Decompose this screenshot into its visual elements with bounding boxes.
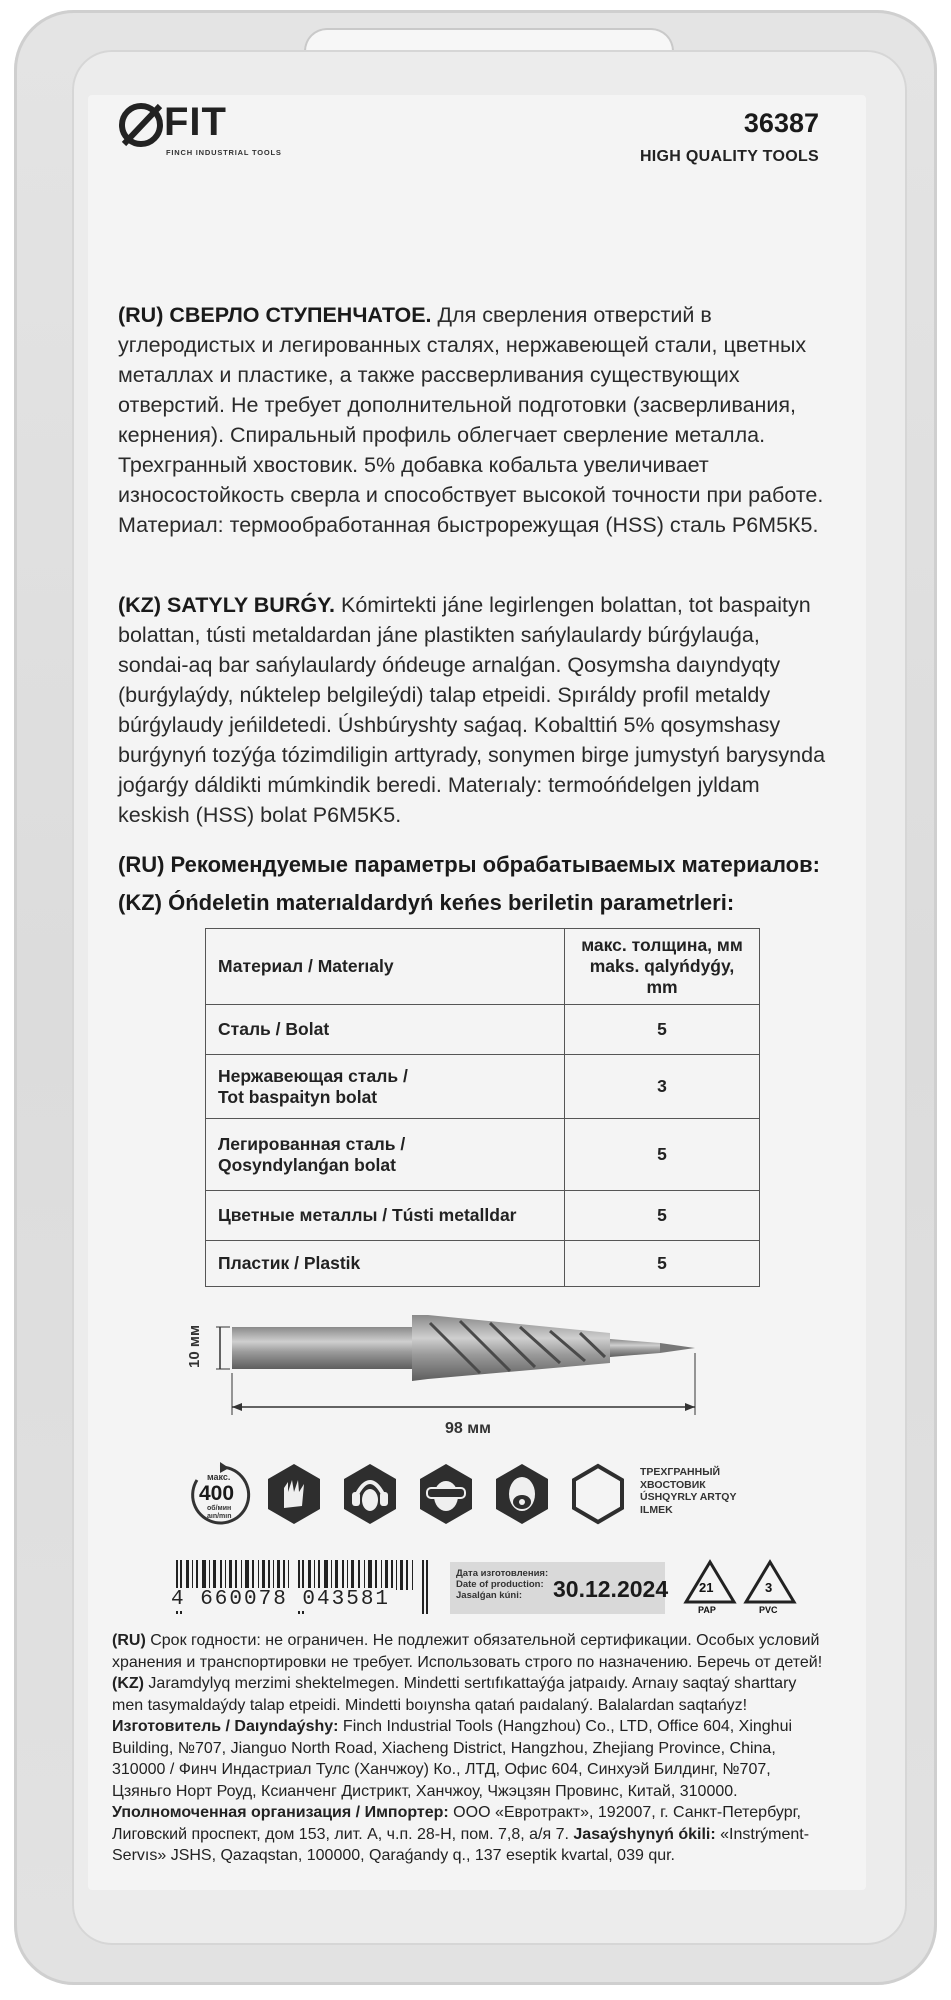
kz-representative-tag: Jasaýshynyń ókili: xyxy=(573,1825,716,1843)
glove-icon xyxy=(262,1462,326,1526)
table-cell-material: Цветные металлы / Tústi metalldar xyxy=(206,1191,565,1241)
description-ru xyxy=(118,300,828,540)
importer-tag: Уполномоченная организация / Импортер: xyxy=(112,1804,449,1821)
table-cell-material: Легированная сталь / Qosyndylanǵan bolat xyxy=(206,1119,565,1191)
article-number: 36387 xyxy=(743,108,819,138)
table-header-material: Материал / Materıaly xyxy=(206,929,565,1005)
max-speed-badge xyxy=(185,1460,255,1530)
shank-type-text: ТРЕХГРАННЫЙ ХВОСТОВИК ÚSHQYRLY ARTQY ILMEK xyxy=(640,1466,737,1516)
table-header-thickness: макс. толщина, мм maks. qalyńdyǵy, mm xyxy=(565,929,760,1005)
description-kz-text: Kómirtektі jáne legirlengen bolattan, tot baspaityn bolattan, tústі metaldardan jáne plastikten sańylaulardy búrǵylauǵa, sondai-aq bar sańylaulardy óńdeuge arnalǵan. Qosymsha daıyndyqty (burǵylaýdy, núktelep belgileýdі) talap etpeidі. Spıráldy profil metaldy búrǵylaudy jeńіldetedі. Úshbúryshty saǵaq. Kobalttіń 5% qosymshasy burǵynyń tozýǵa tózimdiligin arttyrady, sonymen birge jumystyń barysynda joǵarǵy dáldikti múmkindik beredі. Materıaly: termoóńdelgen jyldam keskish (HSS) bolat P6M5K5. xyxy=(118,593,826,827)
description-kz xyxy=(118,590,828,830)
table-cell-value: 5 xyxy=(565,1191,760,1241)
table-cell-value: 3 xyxy=(565,1055,760,1119)
production-date-box xyxy=(450,1562,669,1614)
barcode-number: 4 660078 043581 xyxy=(168,1588,393,1611)
table-cell-material: Нержавеющая сталь / Tot baspaityn bolat xyxy=(206,1055,565,1119)
description-kz-title: (KZ) SATYLY BURǴY. xyxy=(118,593,336,617)
production-date-label: Дата изготовления: Date of production: Jasalǵan kúni: xyxy=(456,1568,549,1601)
description-ru-text: Для сверления отверстий в углеродистых и легированных сталях, нержавеющей стали, цветных металлах и пластике, а также рассверливания существующих отверстий. Не требует дополнительной подготовки (засверливания, кернения). Спиральный профиль облегчает сверление металла. Трехгранный хвостовик. 5% добавка кобальта увеличивает износостойкость сверла и способствует высокой точности при работе. Материал: термообработанная быстрорежущая (HSS) сталь Р6М5К5. xyxy=(118,303,824,537)
tagline: HIGH QUALITY TOOLS xyxy=(639,148,819,165)
recycle-code: 21 xyxy=(699,1580,714,1595)
kz-representative-text: «Instrýment-Servıs» JSHS, Qazaqstan, 100000, Qaraǵandy q., 137 eseptik kvartal, 039 qur. xyxy=(112,1825,810,1864)
recycle-pap xyxy=(682,1558,738,1618)
table-row xyxy=(206,1119,760,1191)
ear-protection-icon xyxy=(338,1462,402,1526)
spec-table xyxy=(205,928,760,1287)
legal-footer xyxy=(112,1630,830,1867)
recommended-ru: (RU) Рекомендуемые параметры обрабатываемых материалов: xyxy=(118,852,820,877)
footer-ru-text: Срок годности: не ограничен. Не подлежит обязательной сертификации. Особых условий хранения и транспортировки не требует. Использовать строго по назначению. Беречь от детей! xyxy=(112,1632,823,1671)
description-ru-title: (RU) СВЕРЛО СТУПЕНЧАТОЕ. xyxy=(118,303,432,327)
footer-ru-tag: (RU) xyxy=(112,1632,146,1649)
table-cell-value: 5 xyxy=(565,1005,760,1055)
table-header-row xyxy=(206,929,760,1005)
table-cell-material: Сталь / Bolat xyxy=(206,1005,565,1055)
table-row xyxy=(206,1241,760,1287)
recommended-kz: (KZ) Óńdeletin materıaldardyń keńes beriletin parametrleri: xyxy=(118,890,735,915)
speed-unit: об/мин aın/mın xyxy=(207,1505,232,1520)
table-row xyxy=(206,1191,760,1241)
table-cell-value: 5 xyxy=(565,1241,760,1287)
manufacturer-text: Finch Industrial Tools (Hangzhou) Co., LTD, Office 604, Xinghui Building, №707, Jianguo North Road, Xiacheng District, Hangzhou, Zhejiang Province, China, 310000 / Финч Индастриал Тулс (Ханчжоу) Ко., ЛТД, Офис 604, Синхуэй Билдинг, №707, Цзяньго Норт Роуд, Ксианченг Дистрикт, Ханчжоу, Чжэцзян Провинс, Китай, 310000. xyxy=(112,1718,793,1800)
importer-text: ООО «Евротракт», 192007, г. Санкт-Петербург, Лиговский проспект, дом 153, лит. А, ч.п. 28-Н, пом. 7,8, а/я 7. xyxy=(112,1804,801,1843)
production-date-value: 30.12.2024 xyxy=(553,1576,669,1602)
hex-shank-icon xyxy=(566,1462,630,1526)
speed-value: 400 xyxy=(199,1482,235,1505)
shank-diameter-label: 10 мм xyxy=(186,1324,203,1368)
recycle-pvc xyxy=(742,1558,798,1618)
table-cell-material: Пластик / Plastik xyxy=(206,1241,565,1287)
recycle-label: PAP xyxy=(698,1605,716,1615)
recycle-code: 3 xyxy=(765,1580,773,1595)
table-row xyxy=(206,1005,760,1055)
brand-name: FIT xyxy=(164,100,227,144)
footer-kz-tag: (KZ) xyxy=(112,1675,144,1692)
table-row xyxy=(206,1055,760,1119)
logo-circle-icon xyxy=(118,102,164,148)
brand-logo xyxy=(118,100,288,162)
goggles-icon xyxy=(414,1462,478,1526)
drill-length-label: 98 мм xyxy=(445,1420,491,1437)
respirator-icon xyxy=(490,1462,554,1526)
table-cell-value: 5 xyxy=(565,1119,760,1191)
brand-subtitle: FINCH INDUSTRIAL TOOLS xyxy=(166,148,282,157)
manufacturer-tag: Изготовитель / Daıyndaýshy: xyxy=(112,1718,339,1735)
recycle-label: PVC xyxy=(759,1605,778,1615)
speed-label: макс. xyxy=(207,1472,231,1482)
footer-kz-text: Jaramdylyq merzimi shektelmegen. Mindetti sertıfıkattaýǵa jatpaıdy. Arnaıy saqtaý sharttary men tasymaldaýdy talap etpeidі. Mindetti boıynsha qatań paıdalaný. Balalardan saqtańyz! xyxy=(112,1675,797,1714)
